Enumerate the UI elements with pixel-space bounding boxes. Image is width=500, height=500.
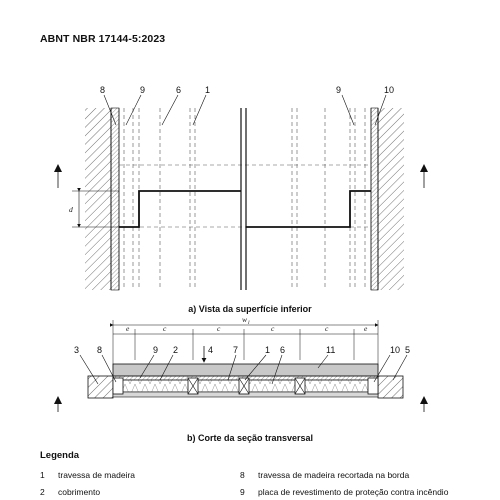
- callout-b-8: 8: [97, 345, 103, 355]
- callout-a-9: 9: [140, 85, 146, 95]
- callout-a-6: 6: [176, 85, 182, 95]
- section-marker-left: [54, 164, 62, 188]
- legend-item-text: travessa de madeira recortada na borda: [258, 470, 410, 480]
- callout-a-9-right: 9: [336, 85, 342, 95]
- dimension-c-1: c: [163, 324, 167, 333]
- view-b-caption: b) Corte da seção transversal: [186, 433, 314, 443]
- cover-layer: [113, 364, 378, 376]
- callout-b-9: 9: [153, 345, 159, 355]
- dimension-c-4: c: [325, 324, 329, 333]
- callout-b-6: 6: [280, 345, 286, 355]
- legend-item-text: placa de revestimento de proteção contra incêndio: [258, 487, 449, 497]
- callout-b-5: 5: [405, 345, 411, 355]
- callout-b-2: 2: [173, 345, 179, 355]
- callout-a-8: 8: [100, 85, 106, 95]
- board-joint-left: [119, 191, 241, 227]
- dimension-w-sub: l: [248, 320, 250, 326]
- callout-b-7: 7: [233, 345, 239, 355]
- dimension-c-2: c: [217, 324, 221, 333]
- legend-item-number: 8: [240, 470, 245, 480]
- dimension-d-label: d: [69, 205, 73, 214]
- callout-b-10: 10: [390, 345, 401, 355]
- legend-item-text: cobrimento: [58, 487, 101, 497]
- edge-beam-right: [368, 378, 378, 394]
- callout-b-1: 1: [265, 345, 271, 355]
- section-marker-right: [420, 164, 428, 188]
- dimension-w: [113, 315, 378, 326]
- standard-header: ABNT NBR 17144-5:2023: [40, 33, 166, 45]
- view-a-drawing: [54, 85, 428, 290]
- callout-b-11: 11: [326, 345, 336, 355]
- legend-item-number: 9: [240, 487, 245, 497]
- legend-item-number: 2: [40, 487, 45, 497]
- dimension-e-left: e: [126, 324, 130, 333]
- section-marker-b-right: [420, 396, 428, 412]
- callout-a-1: 1: [205, 85, 211, 95]
- dimension-e-right: e: [364, 324, 368, 333]
- dimension-w-label: w: [242, 315, 248, 324]
- callout-a-10: 10: [384, 85, 395, 95]
- view-a-caption: a) Vista da superfície inferior: [188, 304, 312, 314]
- view-b-drawing: [54, 315, 428, 412]
- edge-beam-left: [113, 378, 123, 394]
- callout-b-3: 3: [74, 345, 80, 355]
- callout-b-4: 4: [208, 345, 214, 355]
- dimension-c-3: c: [271, 324, 275, 333]
- right-wall: [378, 108, 404, 290]
- legend-title: Legenda: [40, 450, 80, 461]
- legend-item-number: 1: [40, 470, 45, 480]
- legend-item-text: travessa de madeira: [58, 470, 136, 480]
- left-support: [88, 376, 113, 398]
- board-joint-right: [246, 191, 371, 227]
- left-wall: [85, 108, 111, 290]
- right-support: [378, 376, 403, 398]
- section-marker-b-left: [54, 396, 62, 412]
